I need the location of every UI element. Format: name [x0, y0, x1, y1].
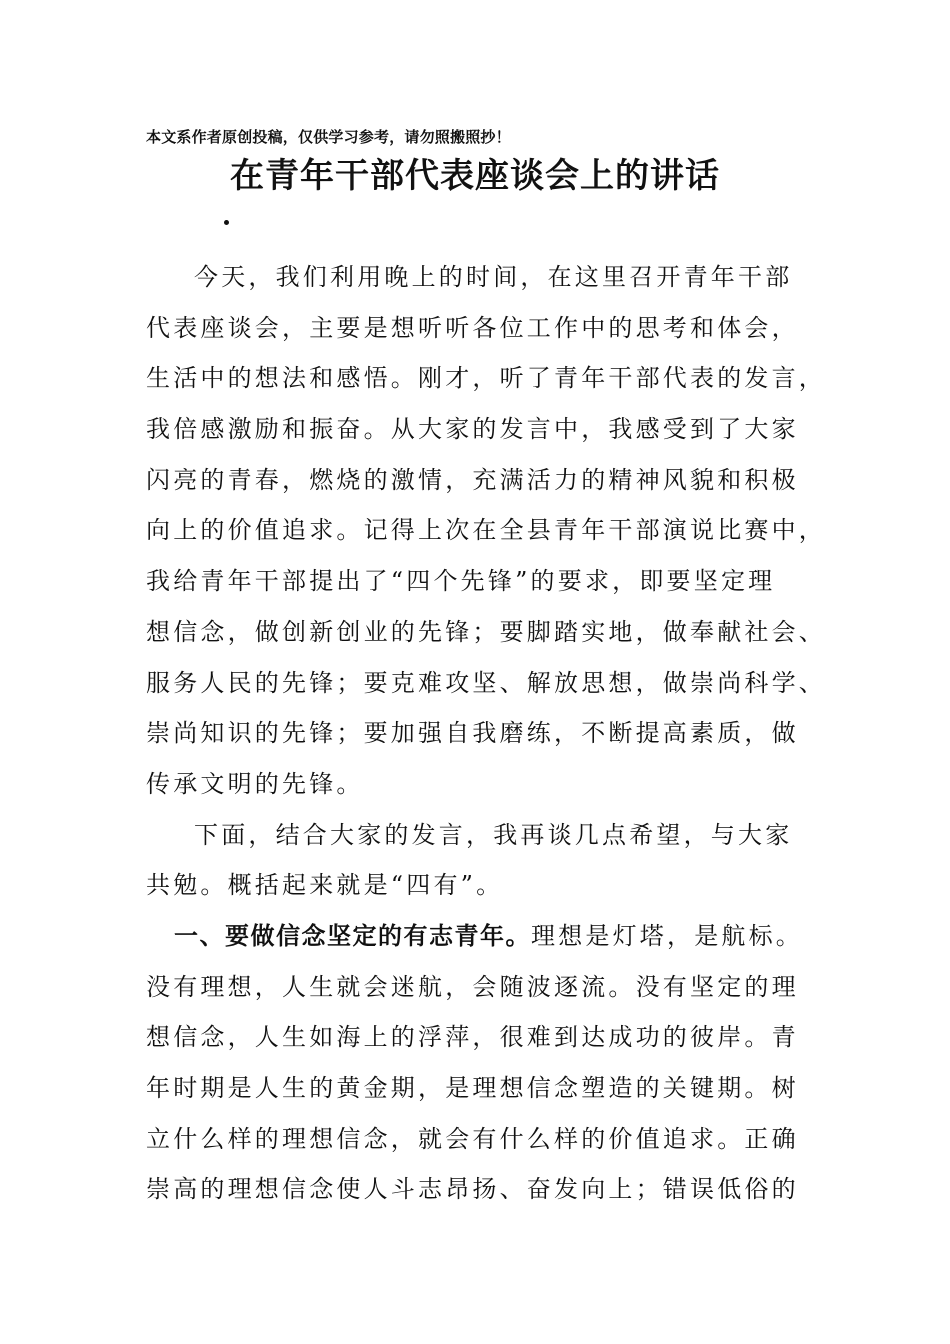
section-heading: 一、要做信念坚定的有志青年。 [174, 921, 531, 950]
paragraph-line: 今天，我们利用晚上的时间，在这里召开青年干部 [194, 263, 793, 291]
copyright-notice: 本文系作者原创投稿，仅供学习参考，请勿照搬照抄！ [146, 128, 511, 146]
paragraph-line: 我给青年干部提出了“四个先锋”的要求，即要坚定理 [146, 567, 776, 596]
paragraph-line: 我倍感激励和振奋。从大家的发言中，我感受到了大家 [146, 415, 799, 444]
paragraph-line: 崇尚知识的先锋；要加强自我磨练，不断提高素质，做 [146, 719, 799, 748]
paragraph-line: 年时期是人生的黄金期，是理想信念塑造的关键期。树 [146, 1074, 799, 1102]
paragraph-line: 没有理想，人生就会迷航，会随波逐流。没有坚定的理 [146, 972, 799, 1001]
paragraph-line: 闪亮的青春，燃烧的激情，充满活力的精神风貌和积极 [146, 465, 799, 494]
section-text: 理想是灯塔，是航标。 [531, 921, 803, 950]
section-line [146, 911, 806, 962]
paragraph-line: 想信念，做创新创业的先锋；要脚踏实地，做奉献社会、 [146, 617, 826, 646]
paragraph-line: 崇高的理想信念使人斗志昂扬、奋发向上；错误低俗的 [146, 1175, 799, 1204]
paragraph-line: 向上的价值追求。记得上次在全县青年干部演说比赛中， [146, 516, 826, 545]
paragraph-line: 立什么样的理想信念，就会有什么样的价值追求。正确 [146, 1124, 799, 1153]
document-title: 在青年干部代表座谈会上的讲话 [230, 156, 720, 196]
paragraph-line: 服务人民的先锋；要克难攻坚、解放思想，做崇尚科学、 [146, 668, 826, 697]
paragraph-line: 生活中的想法和感悟。刚才，听了青年干部代表的发言， [146, 364, 826, 393]
paragraph-line: 想信念，人生如海上的浮萍，很难到达成功的彼岸。青 [146, 1023, 799, 1052]
document-body [146, 252, 826, 1215]
bullet-dot [224, 220, 229, 225]
paragraph-line: 下面，结合大家的发言，我再谈几点希望，与大家 [194, 820, 793, 849]
paragraph-line: 共勉。概括起来就是“四有”。 [146, 871, 504, 900]
paragraph-line: 传承文明的先锋。 [146, 769, 364, 798]
paragraph-line: 代表座谈会，主要是想听听各位工作中的思考和体会， [146, 313, 799, 342]
